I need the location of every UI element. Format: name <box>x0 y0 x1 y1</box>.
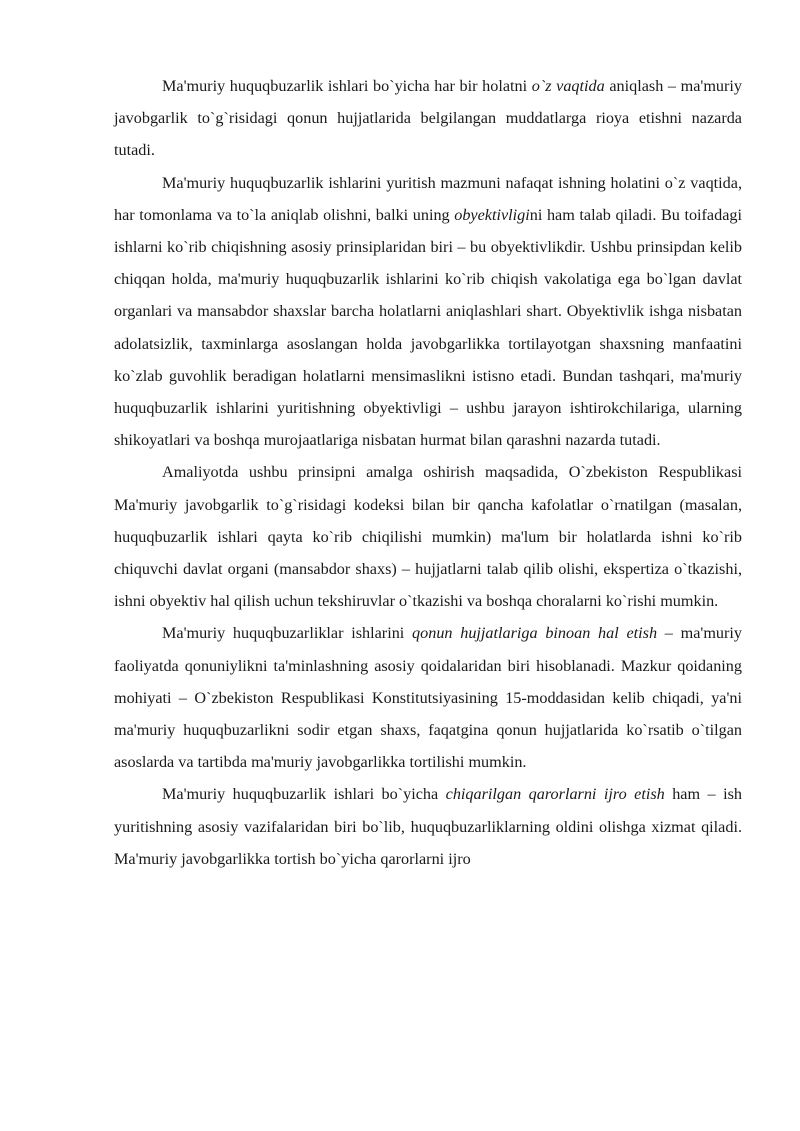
text-run: Ma'muriy huquqbuzarlik ishlari bo`yicha har bir holatni <box>162 77 532 95</box>
paragraph-objectivity <box>114 167 742 457</box>
text-run: aniqlash – ma'muriy javobgarlik to`g`risidagi qonun hujjatlarida belgilangan muddatlarga rioya etishni nazarda tutadi. <box>114 77 742 160</box>
text-run: Ma'muriy huquqbuzarlik ishlari bo`yicha <box>162 785 446 804</box>
text-run: Ma'muriy huquqbuzarlik ishlarini yuritish mazmuni nafaqat ishning holatini o`z vaqtida, har tomonlama va to`la aniqlab olishni, balki uning <box>114 173 742 224</box>
paragraph-practice <box>114 456 742 617</box>
emphasis-text: o`z vaqtida <box>531 77 605 95</box>
emphasis-text: qonun hujjatlariga binoan hal etish <box>412 624 658 643</box>
paragraph-timeliness <box>114 70 742 167</box>
text-run: ham – ish yuritishning asosiy vazifalaridan biri bo`lib, huquqbuzarliklarning oldini olishga xizmat qiladi. Ma'muriy javobgarlikka tortish bo`yicha qarorlarni ijro <box>114 785 742 868</box>
document-page <box>114 70 742 875</box>
paragraph-legality <box>114 617 742 778</box>
text-run: Amaliyotda ushbu prinsipni amalga oshirish maqsadida, O`zbekiston Respublikasi Ma'muriy javobgarlik to`g`risidagi kodeksi bilan bir qancha kafolatlar o`rnatilgan (masalan, huquqbuzarlik ishlari qayta ko`rib chiqilishi mumkin) ma'lum bir holatlarda ishni ko`rib chiquvchi davlat organi (mansabdor shaxs) – hujjatlarni talab qilib olishi, ekspertiza o`tkazishi, ishni obyektiv hal qilish uchun tekshiruvlar o`tkazishi va boshqa choralarni ko`rishi mumkin. <box>114 463 742 611</box>
emphasis-text: obyektivligi <box>454 205 530 224</box>
text-run: ni ham talab qiladi. Bu toifadagi ishlarni ko`rib chiqishning asosiy prinsiplaridan biri – bu obyektivlikdir. Ushbu prinsipdan kelib chiqqan holda, ma'muriy huquqbuzarlik ishlarini ko`rib chiqish vakolatiga ega bo`lgan davlat organlari va mansabdor shaxslar barcha holatlarni aniqlashlari shart. Obyektivlik ishga nisbatan adolatsizlik, taxminlarga asoslangan holda javobgarlikka tortilayotgan shaxsning manfaatini ko`zlab guvohlik beradigan holatlarni mensimaslikni istisno etadi. Bundan tashqari, ma'muriy huquqbuzarlik ishlarini yuritishning obyektivligi – ushbu jarayon ishtirokchilariga, ularning shikoyatlari va boshqa murojaatlariga nisbatan hurmat bilan qarashni nazarda tutadi. <box>114 205 742 450</box>
text-run: – ma'muriy faoliyatda qonuniylikni ta'minlashning asosiy qoidalaridan biri hisoblanadi. Mazkur qoidaning mohiyati – O`zbekiston Respublikasi Konstitutsiyasining 15-moddasidan kelib chiqadi, ya'ni ma'muriy huquqbuzarlikni sodir etgan shaxs, faqatgina qonun hujjatlarida ko`rsatib o`tilgan asoslarda va tartibda ma'muriy javobgarlikka tortilishi mumkin. <box>114 624 743 772</box>
text-run: Ma'muriy huquqbuzarliklar ishlarini <box>162 624 413 643</box>
emphasis-text: chiqarilgan qarorlarni ijro etish <box>445 785 665 804</box>
paragraph-enforcement <box>114 778 742 875</box>
